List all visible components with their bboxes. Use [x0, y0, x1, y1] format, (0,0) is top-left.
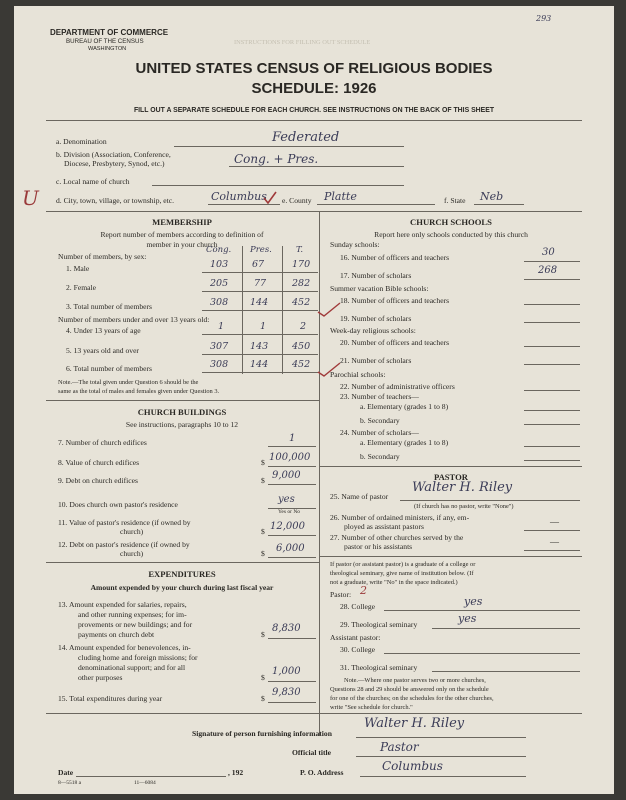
city-check-icon: [262, 190, 278, 204]
expenditures-sub: Amount expended by your church during last fiscal year: [90, 583, 274, 592]
county-label: e. County: [282, 196, 312, 205]
under-13-cong: 1: [218, 321, 225, 332]
q20-label: 20. Number of officers and teachers: [340, 338, 450, 347]
id-section-rule: [46, 211, 582, 212]
total-pres: 144: [250, 297, 269, 308]
under-13-line: [202, 334, 318, 335]
yes-no-hint: Yes or No: [278, 509, 301, 515]
q24-label: 24. Number of scholars—: [340, 428, 419, 437]
margin-check-mark: U: [22, 186, 39, 210]
q26-label-2: ployed as assistant pastors: [344, 522, 424, 531]
exp13-line-2: and other running expenses; for im-: [78, 610, 187, 619]
q22-label: 22. Number of administrative officers: [340, 382, 455, 391]
q27-line: [524, 550, 580, 551]
over-13-line: [202, 354, 318, 355]
division-value: Cong. + Pres.: [234, 152, 319, 166]
date-year: , 192: [228, 768, 244, 777]
by-sex-label: Number of members, by sex:: [58, 252, 147, 261]
grad-note-1: If pastor (or assistant pastor) is a graduate of a college or: [330, 561, 476, 568]
membership-intro-2: member in your church: [146, 240, 218, 249]
total2-cong: 308: [210, 359, 229, 370]
official-title-line: [356, 756, 526, 757]
denomination-value: Federated: [272, 130, 340, 145]
body-end-rule: [46, 713, 582, 714]
q23a-label: a. Elementary (grades 1 to 8): [360, 402, 449, 411]
residence-value-line: [268, 535, 316, 536]
membership-title: MEMBERSHIP: [152, 217, 212, 227]
male-pres: 67: [252, 259, 265, 270]
exp14-line-3: denominational support; and for all: [78, 663, 186, 672]
q23b-label: b. Secondary: [360, 416, 400, 425]
q19-line: [524, 322, 580, 323]
exp13-line: [268, 638, 316, 639]
pastor-note-3: for one of the churches; on the schedules for the other churches,: [330, 695, 494, 702]
female-cong: 205: [210, 278, 229, 289]
state-label: f. State: [444, 196, 466, 205]
male-label: 1. Male: [66, 264, 90, 273]
residence-debt-dollar: $: [261, 549, 265, 558]
q19-label: 19. Number of scholars: [340, 314, 412, 323]
membership-end-rule: [46, 400, 319, 401]
form-title: UNITED STATES CENSUS OF RELIGIOUS BODIES: [135, 60, 493, 77]
q25-hint: (If church has no pastor, write "None"): [414, 503, 514, 510]
exp14-value: 1,000: [272, 666, 301, 677]
total-members-line: [202, 310, 318, 311]
city-line: [208, 204, 280, 205]
official-title-label: Official title: [292, 748, 332, 757]
division-label-1: b. Division (Association, Conference,: [56, 150, 171, 159]
pastor-sub-label: Pastor:: [330, 590, 352, 599]
q17-label: 17. Number of scholars: [340, 271, 412, 280]
po-address-line: [360, 776, 526, 777]
city-label: d. City, town, village, or township, etc.: [56, 196, 175, 205]
q28-line: [384, 610, 580, 611]
department-name: DEPARTMENT OF COMMERCE: [50, 28, 169, 37]
buildings-title: CHURCH BUILDINGS: [137, 407, 227, 417]
buildings-sub: See instructions, paragraphs 10 to 12: [125, 420, 239, 429]
age-note: Number of members under and over 13 years old:: [58, 315, 210, 324]
residence-debt-label-2: church): [120, 549, 144, 558]
state-value: Neb: [480, 190, 504, 203]
over-13-cong: 307: [210, 341, 229, 352]
q25-value: Walter H. Riley: [412, 480, 513, 495]
buildings-end-rule: [46, 562, 319, 563]
q27-value: —: [550, 537, 559, 547]
total-members-2-line: [202, 372, 318, 373]
division-label-2: Diocese, Presbytery, Synod, etc.): [64, 159, 165, 168]
local-name-label: c. Local name of church: [56, 177, 130, 186]
edifice-value-value: 100,000: [269, 452, 311, 463]
denomination-label: a. Denomination: [56, 137, 107, 146]
pastor-note-2: Questions 28 and 29 should be answered only on the schedule: [330, 686, 489, 693]
q27-label-2: pastor or his assistants: [344, 542, 413, 551]
exp14-line: [268, 681, 316, 682]
residence-debt-label-1: 12. Debt on pastor's residence (if owned by: [58, 540, 190, 549]
schools-end-rule: [319, 466, 582, 467]
signature-label: Signature of person furnishing information: [192, 729, 332, 738]
female-pres: 77: [254, 278, 267, 289]
exp15-dollar: $: [261, 694, 265, 703]
male-total: 170: [292, 259, 311, 270]
q23a-line: [524, 410, 580, 411]
county-value: Platte: [324, 190, 357, 203]
q17-value: 268: [538, 265, 558, 276]
total-cong: 308: [210, 297, 229, 308]
q31-line: [432, 671, 580, 672]
exp15-line: [268, 702, 316, 703]
date-line: [76, 776, 226, 777]
total-check-icon: [316, 302, 342, 318]
edifice-value-line: [268, 466, 316, 467]
q23b-line: [524, 424, 580, 425]
q22-line: [524, 390, 580, 391]
col-head-total: T.: [296, 245, 304, 255]
denomination-line: [174, 146, 404, 147]
q24b-label: b. Secondary: [360, 452, 400, 461]
exp13-line-1: 13. Amount expended for salaries, repairs,: [58, 600, 187, 609]
female-total: 282: [292, 278, 311, 289]
assistant-label: Assistant pastor:: [330, 633, 381, 642]
exp15-value: 9,830: [272, 687, 301, 698]
edifice-value-dollar: $: [261, 458, 265, 467]
edifice-debt-dollar: $: [261, 476, 265, 485]
q27-label-1: 27. Number of other churches served by the: [330, 533, 464, 542]
q18-line: [524, 304, 580, 305]
state-line: [474, 204, 524, 205]
expenditures-title: EXPENDITURES: [148, 569, 216, 579]
exp15-label: 15. Total expenditures during year: [58, 694, 163, 703]
edifice-debt-value: 9,000: [272, 470, 301, 481]
q28-value: yes: [464, 595, 483, 608]
exp14-line-4: other purposes: [78, 673, 123, 682]
q30-line: [384, 653, 580, 654]
col-head-cong: Cong.: [206, 245, 232, 255]
edifices-label: 7. Number of church edifices: [58, 438, 147, 447]
po-address-value: Columbus: [382, 759, 443, 773]
residence-value-label-2: church): [120, 527, 144, 536]
q16-value: 30: [542, 247, 555, 258]
residence-debt-line: [268, 557, 316, 558]
schools-title: CHURCH SCHOOLS: [410, 217, 492, 227]
edifice-value-label: 8. Value of church edifices: [58, 458, 140, 467]
q29-line: [432, 628, 580, 629]
edifice-debt-line: [268, 484, 316, 485]
q23-label: 23. Number of teachers—: [340, 392, 419, 401]
print-number: 11—6084: [134, 780, 156, 786]
division-line: [229, 166, 404, 167]
page-number-mark: 293: [536, 14, 552, 23]
form-number: 8—5518 a: [58, 780, 82, 786]
pastor-red-mark: 2: [360, 584, 367, 597]
pastor-title: PASTOR: [433, 472, 469, 482]
city-value: Columbus: [211, 190, 267, 203]
membership-intro-1: Report number of members according to definition of: [100, 230, 264, 239]
male-cong: 103: [210, 259, 229, 270]
q28-label: 28. College: [340, 602, 376, 611]
over-13-total: 450: [292, 341, 311, 352]
female-label: 2. Female: [66, 283, 96, 292]
total-members-2-label: 6. Total number of members: [66, 364, 153, 373]
summer-label: Summer vacation Bible schools:: [330, 284, 429, 293]
residence-value-dollar: $: [261, 527, 265, 536]
q25-label: 25. Name of pastor: [330, 492, 389, 501]
over-13-pres: 143: [250, 341, 269, 352]
q24a-label: a. Elementary (grades 1 to 8): [360, 438, 449, 447]
q25-line: [400, 500, 580, 501]
q26-line: [524, 530, 580, 531]
exp13-line-4: payments on church debt: [78, 630, 155, 639]
total-members-label: 3. Total number of members: [66, 302, 153, 311]
county-line: [317, 204, 435, 205]
q24b-line: [524, 460, 580, 461]
weekday-label: Week-day religious schools:: [330, 326, 416, 335]
schools-intro: Report here only schools conducted by this church: [374, 230, 528, 239]
q29-value: yes: [458, 612, 477, 625]
signature-line: [356, 737, 526, 738]
q20-line: [524, 346, 580, 347]
female-line: [202, 291, 318, 292]
exp14-line-2: cluding home and foreign missions; for: [78, 653, 198, 662]
q17-line: [524, 279, 580, 280]
sunday-label: Sunday schools:: [330, 240, 380, 249]
census-schedule-sheet: [14, 6, 614, 794]
signature-value: Walter H. Riley: [364, 716, 465, 731]
residence-owned-label: 10. Does church own pastor's residence: [58, 500, 178, 509]
residence-debt-value: 6,000: [276, 543, 305, 554]
q21-label: 21. Number of scholars: [340, 356, 412, 365]
total2-pres: 144: [250, 359, 269, 370]
q18-label: 18. Number of officers and teachers: [340, 296, 450, 305]
exp14-line-1: 14. Amount expended for benevolences, in-: [58, 643, 191, 652]
header-rule: [46, 120, 582, 121]
under-13-total: 2: [300, 321, 307, 332]
total2-total: 452: [292, 359, 311, 370]
bureau-city: WASHINGTON: [88, 46, 127, 52]
membership-note-2: same as the total of males and females given under Question 3.: [58, 388, 220, 395]
over-13-label: 5. 13 years old and over: [66, 346, 139, 355]
under-13-label: 4. Under 13 years of age: [66, 326, 141, 335]
q24a-line: [524, 446, 580, 447]
total-total: 452: [292, 297, 311, 308]
pastor-note-4: write "See schedule for church.": [330, 704, 413, 711]
exp13-dollar: $: [261, 630, 265, 639]
residence-value-value: 12,000: [270, 521, 305, 532]
residence-owned-value: yes: [278, 494, 295, 505]
membership-note-1: Note.—The total given under Question 6 should be the: [58, 379, 199, 386]
local-name-line: [152, 185, 404, 186]
exp13-line-3: provements or new buildings; and for: [78, 620, 193, 629]
q30-label: 30. College: [340, 645, 376, 654]
male-line: [202, 272, 318, 273]
q26-value: —: [550, 517, 559, 527]
exp14-dollar: $: [261, 673, 265, 682]
edifices-value: 1: [289, 433, 296, 444]
q16-label: 16. Number of officers and teachers: [340, 253, 450, 262]
pastor-note-1: Note.—Where one pastor serves two or more churches,: [344, 677, 486, 684]
bleed-through-text: INSTRUCTIONS FOR FILLING OUT SCHEDULE: [234, 39, 371, 46]
po-address-label: P. O. Address: [300, 768, 344, 777]
q26-label-1: 26. Number of ordained ministers, if any, em-: [330, 513, 470, 522]
grad-note-2: theological seminary, give name of institution below. (If: [330, 570, 474, 577]
edifices-line: [268, 446, 316, 447]
under-13-pres: 1: [260, 321, 267, 332]
parochial-label: Parochial schools:: [330, 370, 386, 379]
residence-value-label-1: 11. Value of pastor's residence (if owned by: [58, 518, 191, 527]
q16-line: [524, 261, 580, 262]
date-label: Date: [58, 768, 74, 777]
edifice-debt-label: 9. Debt on church edifices: [58, 476, 138, 485]
q31-label: 31. Theological seminary: [340, 663, 418, 672]
form-instruction: FILL OUT A SEPARATE SCHEDULE FOR EACH CHURCH. SEE INSTRUCTIONS ON THE BACK OF THIS SHEET: [133, 107, 495, 114]
grad-note-3: not a graduate, write "No" in the space indicated.): [330, 579, 458, 586]
official-title-value: Pastor: [380, 740, 419, 754]
q21-line: [524, 364, 580, 365]
q29-label: 29. Theological seminary: [340, 620, 418, 629]
col-head-pres: Pres.: [250, 245, 272, 255]
form-subtitle: SCHEDULE: 1926: [251, 80, 377, 97]
bureau-name: BUREAU OF THE CENSUS: [66, 38, 144, 45]
exp13-value: 8,830: [272, 623, 301, 634]
pastor-rule: [319, 556, 582, 557]
